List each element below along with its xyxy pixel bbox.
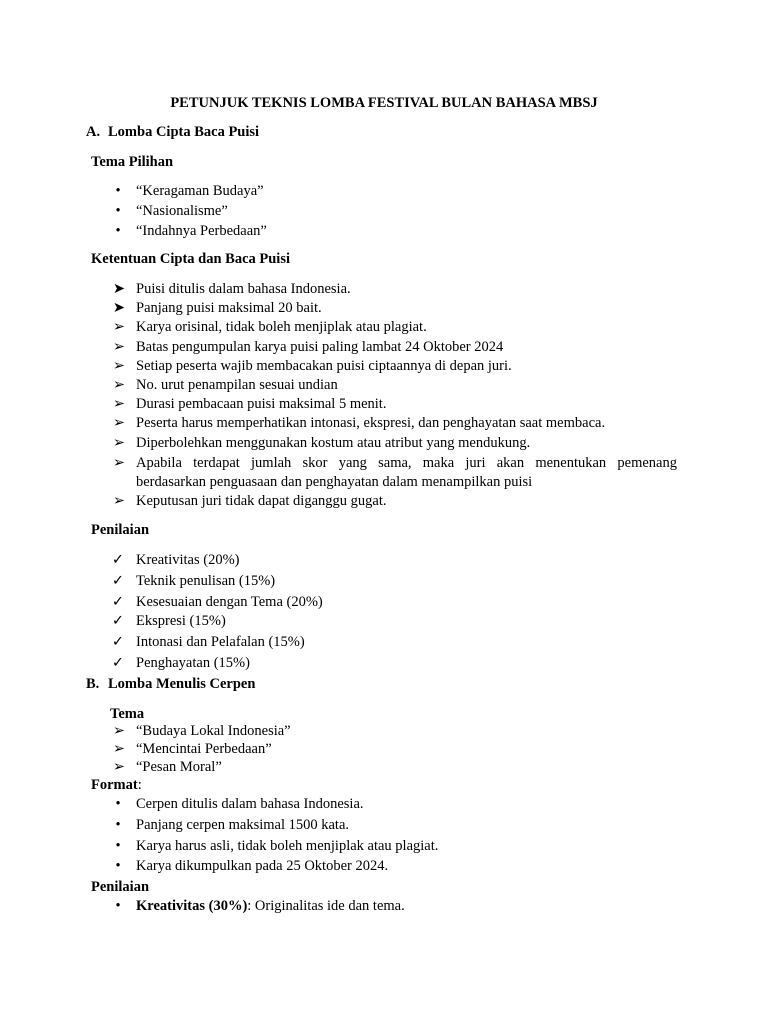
penilaian-a-heading: Penilaian [91, 522, 150, 538]
bullet-marker: • [115, 796, 121, 812]
penilaian-item: Kesesuaian dengan Tema (20%) [136, 594, 323, 610]
check-marker: ✓ [111, 594, 125, 610]
tema-b-item: “Mencintai Perbedaan” [136, 741, 272, 757]
tema-b-item: “Pesan Moral” [136, 759, 222, 775]
check-marker: ✓ [111, 634, 125, 650]
tema-b-item: “Budaya Lokal Indonesia” [136, 723, 291, 739]
section-a-heading: Lomba Cipta Baca Puisi [108, 124, 260, 140]
bullet-marker: • [115, 858, 121, 874]
format-item: Panjang cerpen maksimal 1500 kata. [136, 817, 350, 833]
ketentuan-item: No. urut penampilan sesuai undian [136, 377, 338, 393]
arrow-marker: ➢ [112, 339, 126, 355]
tema-b-heading: Tema [110, 706, 145, 722]
check-marker: ✓ [111, 573, 125, 589]
bullet-marker: • [115, 898, 121, 914]
format-item: Cerpen ditulis dalam bahasa Indonesia. [136, 796, 364, 812]
ketentuan-item: Peserta harus memperhatikan intonasi, ekspresi, dan penghayatan saat membaca. [136, 415, 606, 431]
ketentuan-item-continuation: berdasarkan penguasaan dan penghayatan dalam menampilkan puisi [136, 474, 533, 490]
format-colon: : [137, 777, 142, 793]
ketentuan-item: Diperbolehkan menggunakan kostum atau atribut yang mendukung. [136, 435, 531, 451]
ketentuan-item: Batas pengumpulan karya puisi paling lambat 24 Oktober 2024 [136, 339, 504, 355]
format-heading: Format [91, 777, 138, 793]
penilaian-b-item [136, 897, 405, 915]
penilaian-item: Penghayatan (15%) [136, 655, 250, 671]
bullet-marker: • [115, 817, 121, 833]
ketentuan-item: Puisi ditulis dalam bahasa Indonesia. [136, 281, 351, 297]
bullet-marker: • [115, 838, 121, 854]
penilaian-item: Ekspresi (15%) [136, 613, 226, 629]
section-a-letter: A. [86, 124, 101, 140]
ketentuan-item: Setiap peserta wajib membacakan puisi ciptaannya di depan juri. [136, 358, 512, 374]
check-marker: ✓ [111, 552, 125, 568]
ketentuan-item: Apabila terdapat jumlah skor yang sama, maka juri akan menentukan pemenang [136, 455, 677, 471]
bullet-marker: • [115, 183, 121, 199]
ketentuan-item: Keputusan juri tidak dapat diganggu gugat. [136, 493, 387, 509]
check-marker: ✓ [111, 613, 125, 629]
arrow-marker: ➢ [112, 415, 126, 431]
format-label [91, 776, 142, 794]
tema-item: “Nasionalisme” [136, 203, 228, 219]
tema-item: “Keragaman Budaya” [136, 183, 264, 199]
document-title: PETUNJUK TEKNIS LOMBA FESTIVAL BULAN BAHASA MBSJ [170, 95, 598, 111]
bullet-marker: • [115, 203, 121, 219]
penilaian-item: Intonasi dan Pelafalan (15%) [136, 634, 305, 650]
bullet-marker: • [115, 223, 121, 239]
arrow-marker: ➢ [112, 358, 126, 374]
ketentuan-item: Karya orisinal, tidak boleh menjiplak atau plagiat. [136, 319, 427, 335]
arrow-marker: ➢ [112, 396, 126, 412]
ketentuan-item: Panjang puisi maksimal 20 bait. [136, 300, 322, 316]
check-marker: ✓ [111, 655, 125, 671]
arrow-marker: ➢ [112, 741, 126, 757]
arrow-bold-marker: ➤ [112, 300, 126, 316]
arrow-marker: ➢ [112, 759, 126, 775]
ketentuan-heading: Ketentuan Cipta dan Baca Puisi [91, 251, 290, 267]
format-item: Karya harus asli, tidak boleh menjiplak atau plagiat. [136, 838, 439, 854]
arrow-marker: ➢ [112, 455, 126, 471]
arrow-marker: ➢ [112, 319, 126, 335]
section-b-heading: Lomba Menulis Cerpen [108, 676, 256, 692]
penilaian-b-heading: Penilaian [91, 879, 150, 895]
section-b-letter: B. [86, 676, 100, 692]
arrow-marker: ➢ [112, 377, 126, 393]
ketentuan-item: Durasi pembacaan puisi maksimal 5 menit. [136, 396, 387, 412]
penilaian-item: Kreativitas (20%) [136, 552, 240, 568]
arrow-bold-marker: ➤ [112, 281, 126, 297]
tema-item: “Indahnya Perbedaan” [136, 223, 267, 239]
arrow-marker: ➢ [112, 493, 126, 509]
arrow-marker: ➢ [112, 435, 126, 451]
format-item: Karya dikumpulkan pada 25 Oktober 2024. [136, 858, 389, 874]
arrow-marker: ➢ [112, 723, 126, 739]
penilaian-b-item-label: Kreativitas (30%) [136, 898, 248, 914]
penilaian-item: Teknik penulisan (15%) [136, 573, 276, 589]
tema-pilihan-heading: Tema Pilihan [91, 154, 174, 170]
penilaian-b-item-desc: : Originalitas ide dan tema. [247, 898, 405, 914]
